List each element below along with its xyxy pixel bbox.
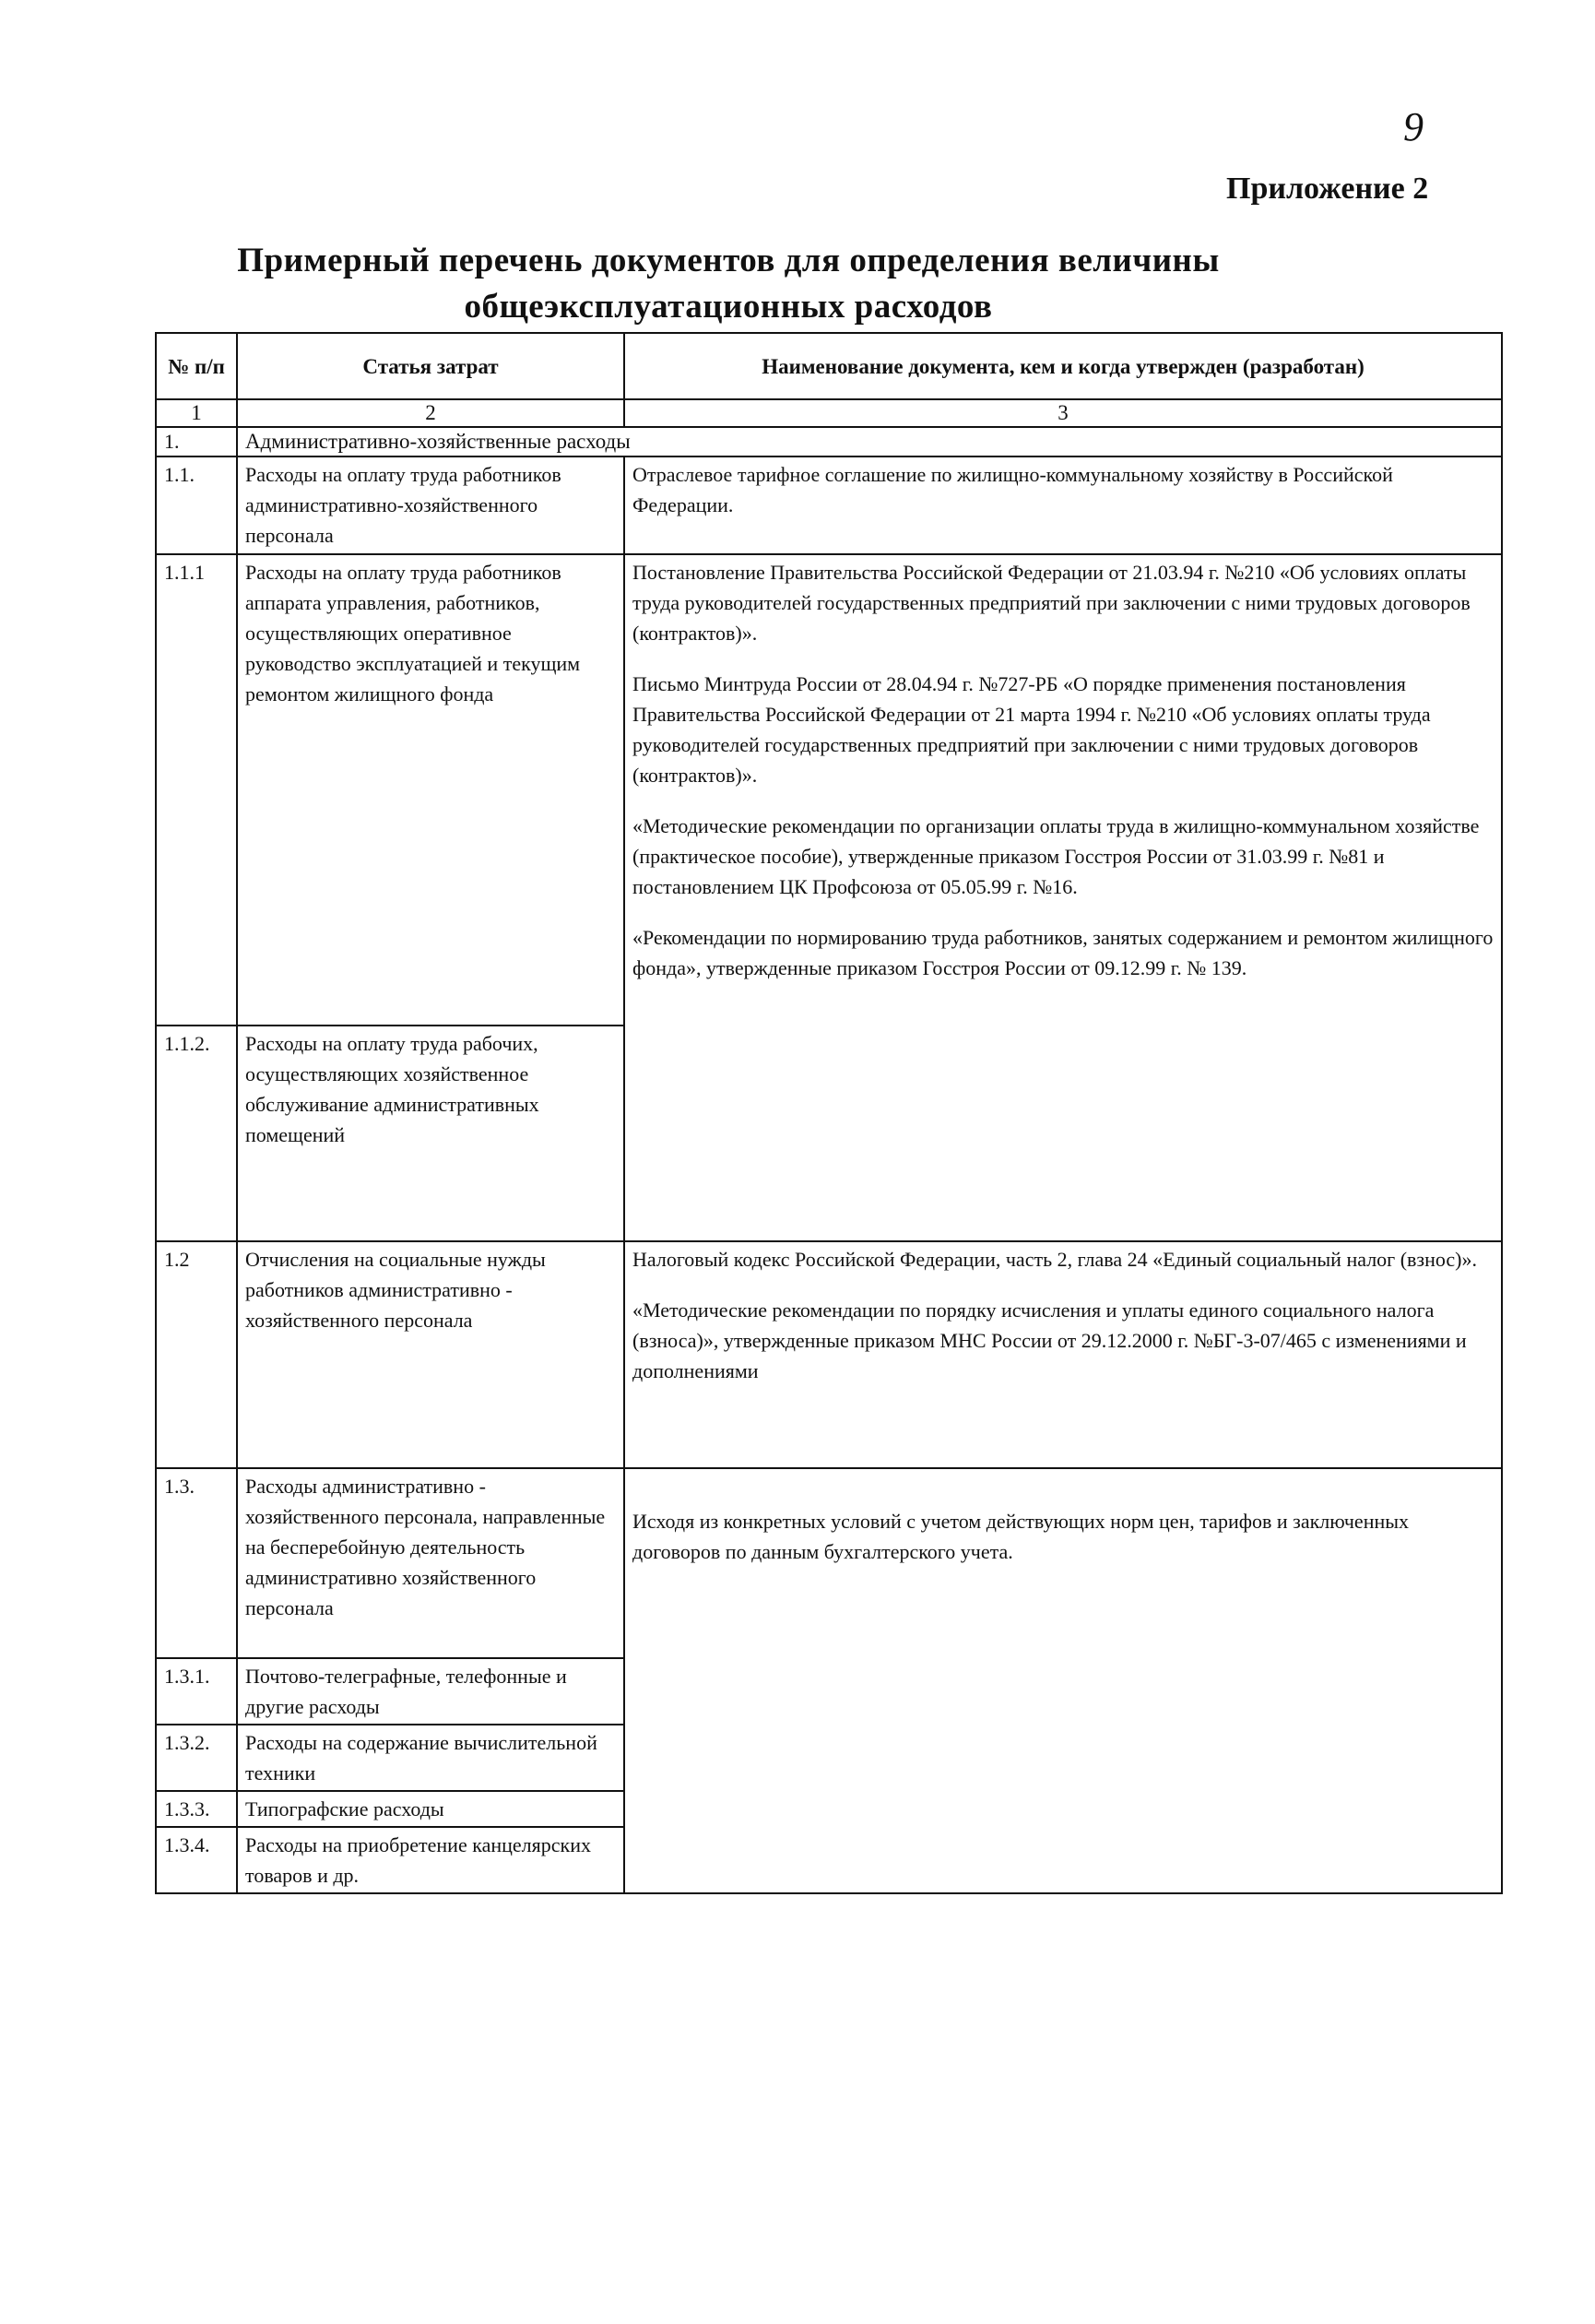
row-reference bbox=[624, 456, 1502, 554]
row-reference bbox=[624, 554, 1502, 1241]
row-num: 1.3.3. bbox=[156, 1791, 237, 1827]
section-title: Административно-хозяйственные расходы bbox=[237, 427, 1502, 456]
row-item: Почтово-телеграфные, телефонные и другие расходы bbox=[237, 1658, 624, 1725]
reference-text: Отраслевое тарифное соглашение по жилищно-коммунальному хозяйству в Российской Федерации. bbox=[632, 463, 1393, 516]
row-item: Расходы на оплату труда рабочих, осуществляющих хозяйственное обслуживание административных помещений bbox=[237, 1026, 624, 1241]
column-number: 2 bbox=[237, 399, 624, 427]
header-num: № п/п bbox=[156, 333, 237, 399]
row-num: 1.3.2. bbox=[156, 1725, 237, 1791]
table-row bbox=[156, 456, 1502, 554]
row-item: Расходы административно - хозяйственного персонала, направленные на бесперебойную деятельность административно хозяйственного персонала bbox=[237, 1468, 624, 1658]
table-row bbox=[156, 1241, 1502, 1468]
page-number: 9 bbox=[1403, 104, 1424, 149]
row-num: 1.1.1 bbox=[156, 554, 237, 1026]
row-reference bbox=[624, 1241, 1502, 1468]
reference-text: Постановление Правительства Российской Федерации от 21.03.94 г. №210 «Об условиях оплаты труда руководителей государственных предприятий при заключении с ними трудовых договоров (контрактов)». bbox=[632, 561, 1471, 645]
table-row bbox=[156, 554, 1502, 1026]
title-line-2: общеэксплуатационных расходов bbox=[464, 288, 993, 326]
documents-table bbox=[155, 332, 1503, 1894]
row-item: Расходы на оплату труда работников административно-хозяйственного персонала bbox=[237, 456, 624, 554]
reference-text: Налоговый кодекс Российской Федерации, часть 2, глава 24 «Единый социальный налог (взнос)». bbox=[632, 1248, 1478, 1271]
row-item: Типографские расходы bbox=[237, 1791, 624, 1827]
reference-text: Исходя из конкретных условий с учетом действующих норм цен, тарифов и заключенных договоров по данным бухгалтерского учета. bbox=[632, 1510, 1410, 1563]
table-header-row bbox=[156, 333, 1502, 399]
reference-text: «Методические рекомендации по порядку исчисления и уплаты единого социального налога (взноса)», утвержденные приказом МНС России от 29.12.2000 г. №БГ-3-07/465 с изменениями и дополнениями bbox=[632, 1298, 1467, 1382]
row-num: 1.1. bbox=[156, 456, 237, 554]
column-number: 3 bbox=[624, 399, 1502, 427]
section-num: 1. bbox=[156, 427, 237, 456]
row-item: Расходы на оплату труда работников аппарата управления, работников, осуществляющих оперативное руководство эксплуатацией и текущим ремонтом жилищного фонда bbox=[237, 554, 624, 1026]
column-number: 1 bbox=[156, 399, 237, 427]
row-num: 1.3. bbox=[156, 1468, 237, 1658]
appendix-label: Приложение 2 bbox=[1226, 172, 1429, 206]
row-num: 1.3.1. bbox=[156, 1658, 237, 1725]
document-title bbox=[184, 238, 1272, 330]
row-reference bbox=[624, 1468, 1502, 1893]
reference-text: «Рекомендации по нормированию труда работников, занятых содержанием и ремонтом жилищного фонда», утвержденные приказом Госстроя России от 09.12.99 г. № 139. bbox=[632, 926, 1494, 979]
row-num: 1.2 bbox=[156, 1241, 237, 1468]
title-line-1: Примерный перечень документов для определения величины bbox=[237, 242, 1220, 279]
row-item: Расходы на приобретение канцелярских товаров и др. bbox=[237, 1827, 624, 1893]
reference-text: «Методические рекомендации по организации оплаты труда в жилищно-коммунальном хозяйстве (практическое пособие), утвержденные приказом Госстроя России от 31.03.99 г. №81 и постановлением ЦК Профсоюза от 05.05.99 г. №16. bbox=[632, 814, 1480, 898]
column-number-row bbox=[156, 399, 1502, 427]
row-num: 1.1.2. bbox=[156, 1026, 237, 1241]
header-item: Статья затрат bbox=[237, 333, 624, 399]
row-num: 1.3.4. bbox=[156, 1827, 237, 1893]
table-row bbox=[156, 1468, 1502, 1658]
reference-text: Письмо Минтруда России от 28.04.94 г. №727-РБ «О порядке применения постановления Правительства Российской Федерации от 21 марта 1994 г. №210 «Об условиях оплаты труда руководителей государственных предприятий при заключении с ними трудовых договоров (контрактов)». bbox=[632, 672, 1431, 787]
section-row bbox=[156, 427, 1502, 456]
header-document: Наименование документа, кем и когда утвержден (разработан) bbox=[624, 333, 1502, 399]
row-item: Отчисления на социальные нужды работников административно - хозяйственного персонала bbox=[237, 1241, 624, 1468]
row-item: Расходы на содержание вычислительной техники bbox=[237, 1725, 624, 1791]
